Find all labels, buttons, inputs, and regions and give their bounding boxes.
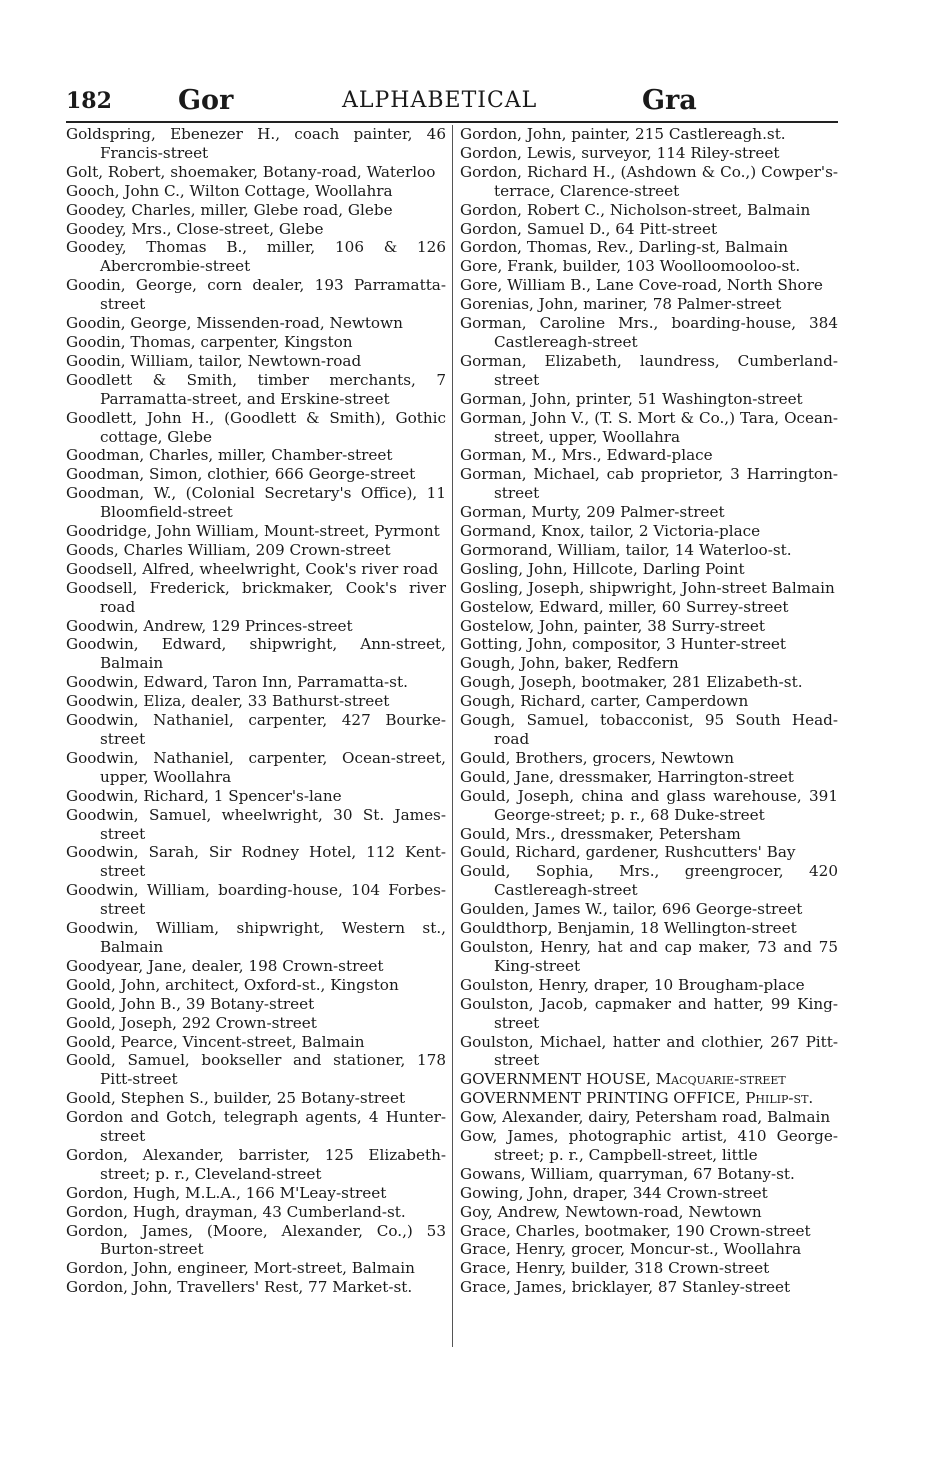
directory-entry: Goodwin, Eliza, dealer, 33 Bathurst-street xyxy=(66,692,390,711)
directory-entry: Gould, Mrs., dressmaker, Petersham xyxy=(460,824,741,843)
directory-entry: Goodwin, William, shipwright, Western st., Balmain xyxy=(66,919,446,956)
directory-entry: Goulston, Michael, hatter and clothier, 267 Pitt-street xyxy=(460,1032,838,1070)
directory-entry: Grace, Henry, grocer, Moncur-st., Woollahra xyxy=(460,1240,802,1259)
directory-entry: Gorman, M., Mrs., Edward-place xyxy=(460,446,713,465)
directory-entry: Gormorand, William, tailor, 14 Waterloo-st. xyxy=(460,540,792,559)
header-rule xyxy=(66,121,838,123)
directory-entry: Gostelow, Edward, miller, 60 Surrey-street xyxy=(460,597,789,616)
directory-entry: Goold, Samuel, bookseller and stationer, 178 Pitt-street xyxy=(66,1051,446,1089)
directory-entry: Gordon, Richard H., (Ashdown & Co.,) Cowper's-terrace, Clarence-street xyxy=(460,162,838,200)
directory-entry: Gould, Joseph, china and glass warehouse, 391 George-street; p. r., 68 Duke-street xyxy=(460,786,838,824)
directory-entry: Gore, William B., Lane Cove-road, North Shore xyxy=(460,276,823,295)
directory-entry: Goodyear, Jane, dealer, 198 Crown-street xyxy=(66,956,384,975)
directory-entry: Goold, Pearce, Vincent-street, Balmain xyxy=(66,1032,365,1051)
directory-entry: GOVERNMENT PRINTING OFFICE, Philip-st. xyxy=(460,1089,814,1108)
directory-entry: Goold, Joseph, 292 Crown-street xyxy=(66,1013,317,1032)
directory-entry: Goodwin, Sarah, Sir Rodney Hotel, 112 Kent-street xyxy=(66,843,446,881)
directory-entry: Goold, John B., 39 Botany-street xyxy=(66,994,315,1013)
directory-entry: Goodwin, Nathaniel, carpenter, 427 Bourke-street xyxy=(66,711,446,748)
directory-entry: Gorman, Caroline Mrs., boarding-house, 384 Castlereagh-street xyxy=(460,314,838,351)
directory-entry: Goulston, Henry, draper, 10 Brougham-place xyxy=(460,975,805,994)
directory-entry: Gostelow, John, painter, 38 Surry-street xyxy=(460,616,766,635)
right-column xyxy=(460,125,838,1297)
directory-entry: Goodin, William, tailor, Newtown-road xyxy=(66,351,362,370)
directory-entry: Gorenias, John, mariner, 78 Palmer-street xyxy=(460,295,782,314)
directory-entry: Gouldthorp, Benjamin, 18 Wellington-street xyxy=(460,919,797,938)
directory-entry: Gould, Richard, gardener, Rushcutters' Bay xyxy=(460,843,796,862)
directory-entry: Gordon, Samuel D., 64 Pitt-street xyxy=(460,219,718,238)
directory-entry: Gosling, John, Hillcote, Darling Point xyxy=(460,559,745,578)
page-title: ALPHABETICAL xyxy=(342,88,538,113)
directory-entry: Goodwin, Richard, 1 Spencer's-lane xyxy=(66,786,342,805)
page-number: 182 xyxy=(66,88,112,114)
directory-entry: Goodwin, Andrew, 129 Princes-street xyxy=(66,616,353,635)
directory-entry: Gordon, Lewis, surveyor, 114 Riley-street xyxy=(460,143,780,162)
directory-entry: Gormand, Knox, tailor, 2 Victoria-place xyxy=(460,522,761,541)
directory-entry: Goodwin, Edward, shipwright, Ann-street, Balmain xyxy=(66,635,446,673)
directory-entry: Goodey, Thomas B., miller, 106 & 126 Abercrombie-street xyxy=(66,238,446,276)
directory-entry: Gow, James, photographic artist, 410 George-street; p. r., Campbell-street, little xyxy=(460,1127,838,1164)
directory-entry: Goodwin, Samuel, wheelwright, 30 St. James-street xyxy=(66,805,446,843)
directory-entry: Gordon, Thomas, Rev., Darling-st, Balmain xyxy=(460,238,789,257)
directory-entry: Gowing, John, draper, 344 Crown-street xyxy=(460,1183,768,1202)
directory-entry: Goldspring, Ebenezer H., coach painter, 46 Francis-street xyxy=(66,125,446,162)
directory-entry: Golt, Robert, shoemaker, Botany-road, Waterloo xyxy=(66,162,436,181)
directory-entry: Gough, Joseph, bootmaker, 281 Elizabeth-st. xyxy=(460,673,803,692)
directory-entry: Goulston, Jacob, capmaker and hatter, 99 King-street xyxy=(460,994,838,1032)
directory-entry: Goulston, Henry, hat and cap maker, 73 and 75 King-street xyxy=(460,937,838,975)
directory-entry: Gow, Alexander, dairy, Petersham road, Balmain xyxy=(460,1108,831,1127)
directory-entry: Goodin, George, corn dealer, 193 Parramatta-street xyxy=(66,276,446,314)
directory-entry: Gooch, John C., Wilton Cottage, Woollahra xyxy=(66,181,393,200)
directory-entry: Gorman, Elizabeth, laundress, Cumberland-street xyxy=(460,351,838,389)
directory-entry: Goodridge, John William, Mount-street, Pyrmont xyxy=(66,522,440,541)
directory-entry: Gore, Frank, builder, 103 Woolloomooloo-st. xyxy=(460,257,801,276)
directory-entry: Gorman, Michael, cab proprietor, 3 Harrington-street xyxy=(460,465,838,503)
directory-entry: Gordon, Hugh, M.L.A., 166 M'Leay-street xyxy=(66,1183,387,1202)
directory-entry: Gordon, Alexander, barrister, 125 Elizabeth-street; p. r., Cleveland-street xyxy=(66,1145,446,1183)
directory-entry: Grace, Henry, builder, 318 Crown-street xyxy=(460,1259,770,1278)
directory-entry: Gordon, Hugh, drayman, 43 Cumberland-st. xyxy=(66,1202,406,1221)
directory-entry: Gowans, William, quarryman, 67 Botany-st. xyxy=(460,1164,795,1183)
directory-entry: Gosling, Joseph, shipwright, John-street Balmain xyxy=(460,578,835,597)
column-divider xyxy=(452,125,453,1347)
directory-entry: Gorman, Murty, 209 Palmer-street xyxy=(460,503,725,522)
directory-entry: Gordon, John, painter, 215 Castlereagh.st. xyxy=(460,125,786,143)
left-running-key: Gor xyxy=(178,85,234,116)
directory-entry: Goy, Andrew, Newtown-road, Newtown xyxy=(460,1202,762,1221)
directory-entry: Gough, Richard, carter, Camperdown xyxy=(460,692,749,711)
directory-entry: Goodlett, John H., (Goodlett & Smith), Gothic cottage, Glebe xyxy=(66,408,446,446)
directory-entry: Gough, John, baker, Redfern xyxy=(460,654,679,673)
directory-entry: GOVERNMENT HOUSE, Macquarie-street xyxy=(460,1070,786,1089)
directory-entry: Gould, Jane, dressmaker, Harrington-street xyxy=(460,767,794,786)
directory-entry: Goodwin, Nathaniel, carpenter, Ocean-street, upper, Woollahra xyxy=(66,748,446,786)
directory-entry: Goodsell, Alfred, wheelwright, Cook's river road xyxy=(66,559,439,578)
directory-entry: Goodey, Charles, miller, Glebe road, Glebe xyxy=(66,200,393,219)
directory-entry: Goodsell, Frederick, brickmaker, Cook's river road xyxy=(66,578,446,616)
directory-entry: Gordon, James, (Moore, Alexander, Co.,) 53 Burton-street xyxy=(66,1221,446,1259)
directory-entry: Goold, John, architect, Oxford-st., Kingston xyxy=(66,975,399,994)
directory-entry: Goold, Stephen S., builder, 25 Botany-street xyxy=(66,1089,406,1108)
directory-entry: Grace, Charles, bootmaker, 190 Crown-street xyxy=(460,1221,811,1240)
directory-entry: Goodman, Simon, clothier, 666 George-street xyxy=(66,465,416,484)
directory-entry: Goodwin, Edward, Taron Inn, Parramatta-st. xyxy=(66,673,408,692)
directory-entry: Gordon, John, Travellers' Rest, 77 Market-st. xyxy=(66,1278,413,1297)
left-column xyxy=(66,125,446,1297)
directory-entry: Goodin, George, Missenden-road, Newtown xyxy=(66,314,403,333)
directory-entry: Gordon and Gotch, telegraph agents, 4 Hunter-street xyxy=(66,1108,446,1146)
right-running-key: Gra xyxy=(642,85,697,116)
directory-entry: Goodwin, William, boarding-house, 104 Forbes-street xyxy=(66,881,446,919)
directory-entry: Gotting, John, compositor, 3 Hunter-street xyxy=(460,635,787,654)
directory-entry: Goodman, Charles, miller, Chamber-street xyxy=(66,446,393,465)
directory-entry: Gould, Sophia, Mrs., greengrocer, 420 Castlereagh-street xyxy=(460,862,838,900)
directory-entry: Gordon, Robert C., Nicholson-street, Balmain xyxy=(460,200,811,219)
directory-entry: Gould, Brothers, grocers, Newtown xyxy=(460,748,735,767)
directory-entry: Gorman, John, printer, 51 Washington-street xyxy=(460,389,803,408)
directory-entry: Goodlett & Smith, timber merchants, 7 Parramatta-street, and Erskine-street xyxy=(66,370,446,408)
directory-entry: Grace, James, bricklayer, 87 Stanley-street xyxy=(460,1278,791,1297)
directory-entry: Goodman, W., (Colonial Secretary's Office), 11 Bloomfield-street xyxy=(66,484,446,522)
directory-entry: Gough, Samuel, tobacconist, 95 South Head-road xyxy=(460,711,838,748)
directory-entry: Goods, Charles William, 209 Crown-street xyxy=(66,540,391,559)
directory-entry: Gordon, John, engineer, Mort-street, Balmain xyxy=(66,1259,415,1278)
directory-entry: Goodey, Mrs., Close-street, Glebe xyxy=(66,219,324,238)
directory-entry: Goodin, Thomas, carpenter, Kingston xyxy=(66,332,353,351)
page-header xyxy=(66,82,838,120)
directory-entry: Gorman, John V., (T. S. Mort & Co.,) Tara, Ocean-street, upper, Woollahra xyxy=(460,408,838,446)
directory-entry: Goulden, James W., tailor, 696 George-street xyxy=(460,900,803,919)
